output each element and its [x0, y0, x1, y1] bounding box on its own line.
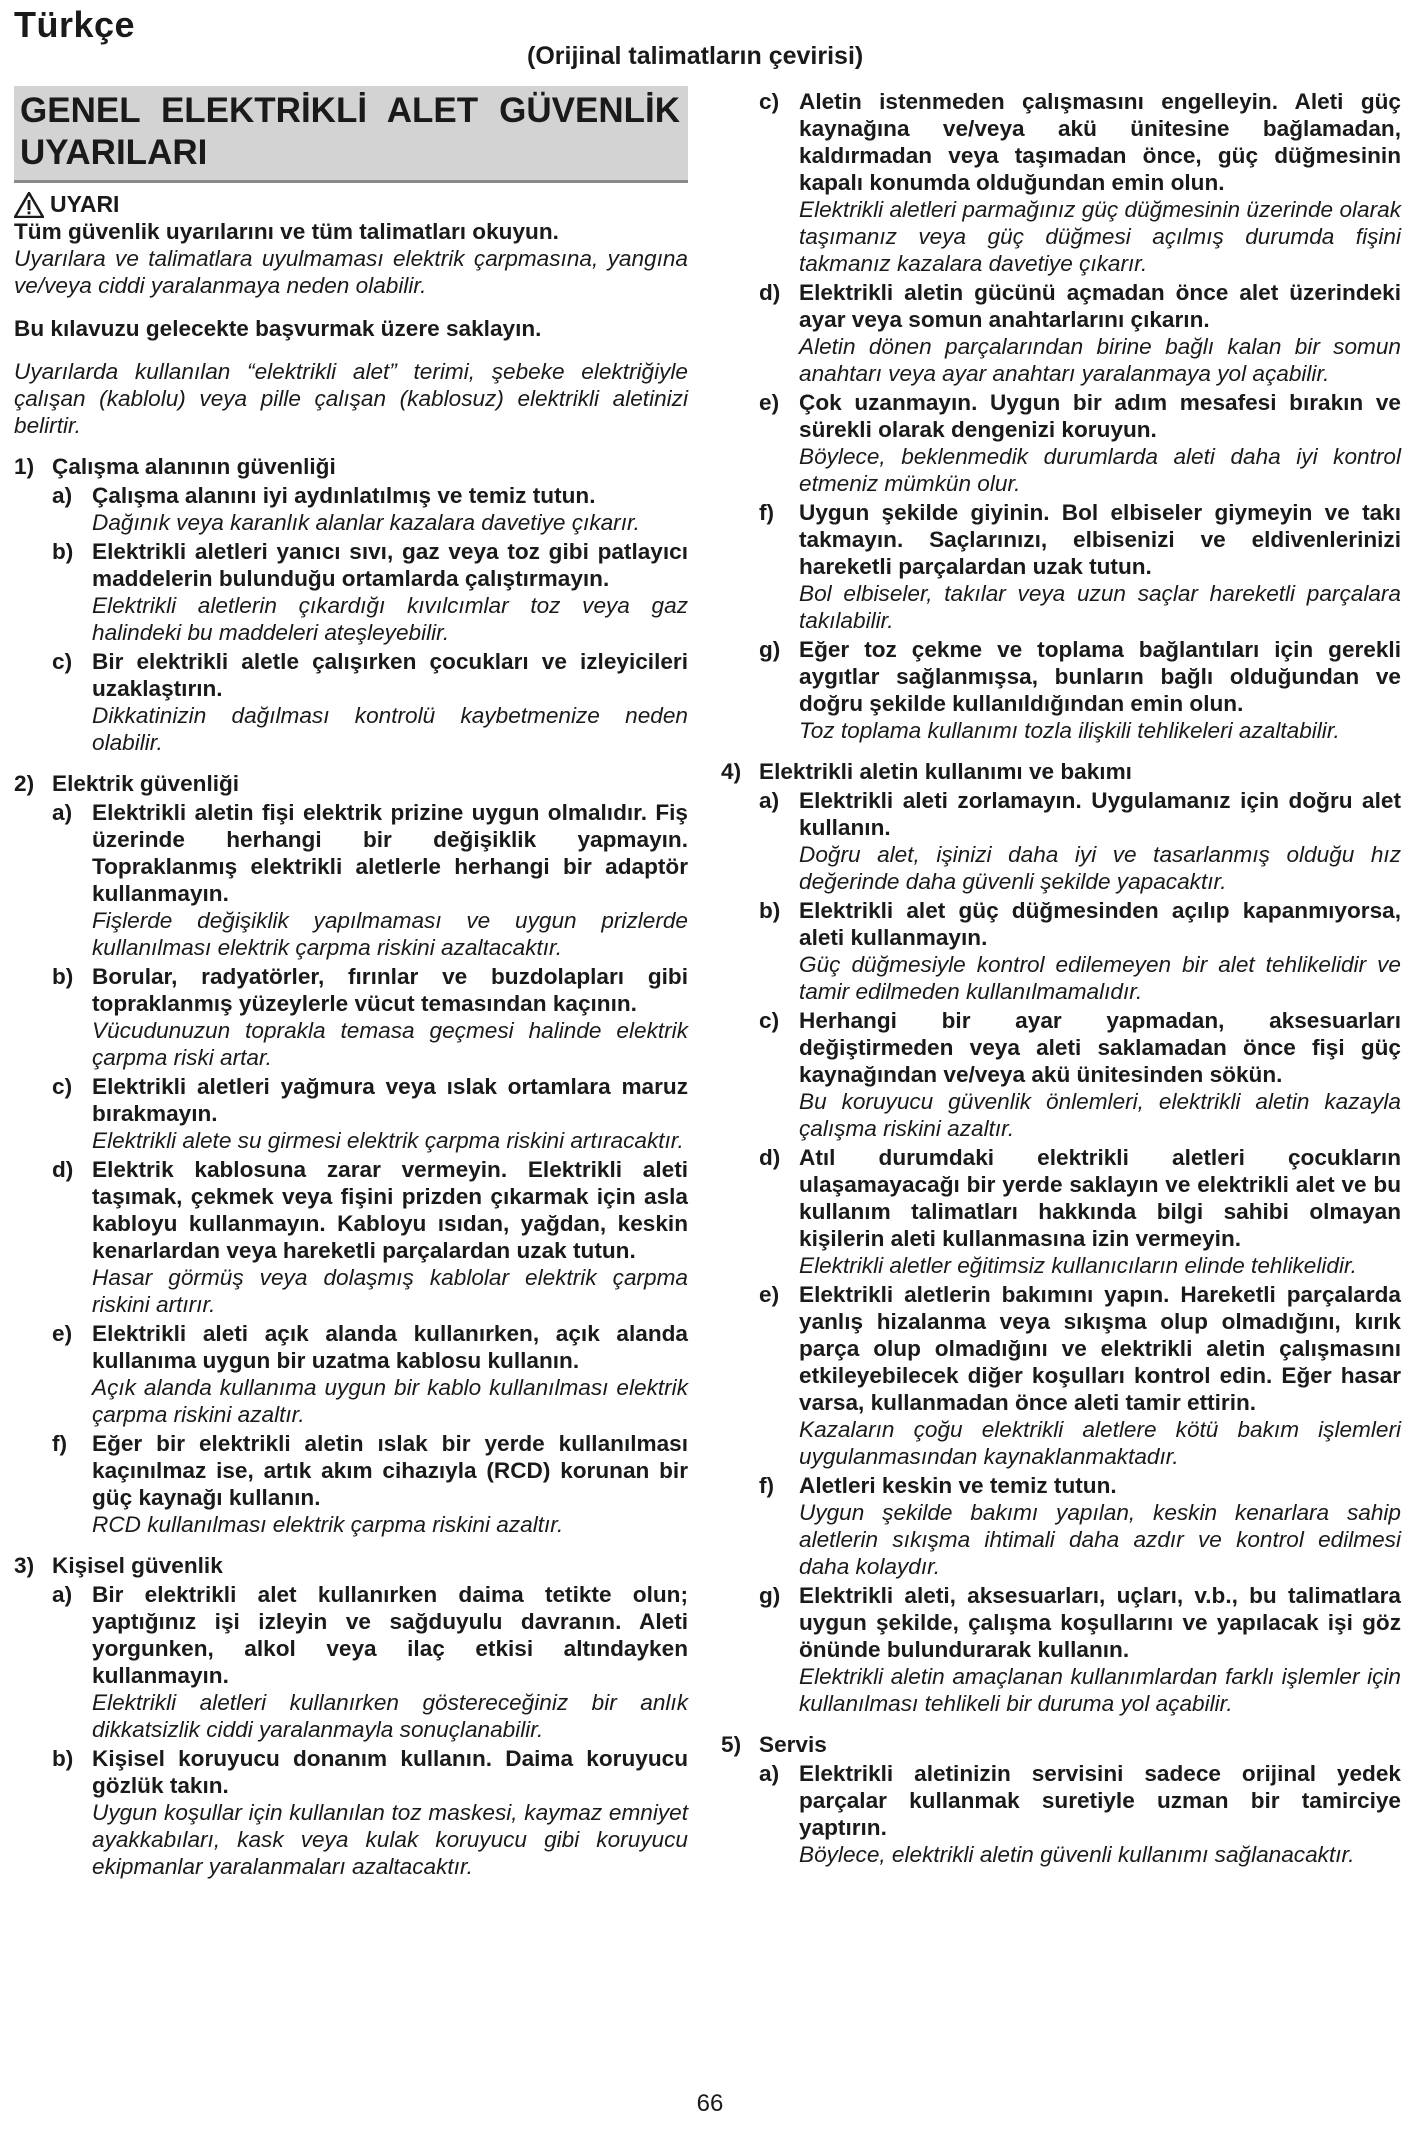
warning-read-all: Tüm güvenlik uyarılarını ve tüm talimatları okuyun. — [14, 219, 559, 244]
rule-2c: c) Elektrikli aletleri yağmura veya ıslak ortamlara maruz bırakmayın. Elektrikli alete su girmesi elektrik çarpma riskini artıracaktır. — [52, 1074, 688, 1153]
rule-3b: b) Kişisel koruyucu donanım kullanın. Daima koruyucu gözlük takın. Uygun koşullar için kullanılan toz maskesi, kaymaz emniyet ayakkabıları, kask veya kulak koruyucu gibi koruyucu ekipmanlar yaralanmaları azaltacaktır. — [52, 1746, 688, 1879]
warning-label: UYARI — [50, 191, 120, 217]
section-5-heading: 5) Servis — [721, 1732, 827, 1757]
section-3-heading: 3) Kişisel güvenlik — [14, 1553, 223, 1578]
translation-note: (Orijinal talimatların çevirisi) — [527, 42, 864, 70]
rule-4e: e) Elektrikli aletlerin bakımını yapın. Hareketli parçalarda yanlış hizalanma veya sıkışma olup olmadığını, kırık parça olup olmadığını ve elektrikli aletin çalışmasını etkileyebilecek diğer koşulları kontrol edin. Eğer hasar varsa, kullanmadan önce aleti tamir ettirin. Kazaların çoğu elektrikli aletlere kötü bakım işlemleri uygulanmasından kaynaklanmaktadır. — [759, 1282, 1401, 1469]
right-column — [721, 86, 1401, 1868]
rule-3e: e) Çok uzanmayın. Uygun bir adım mesafesi bırakın ve sürekli olarak dengenizi koruyun. Böylece, beklenmedik durumlarda aleti daha iyi kontrol etmeniz mümkün olur. — [759, 390, 1401, 496]
section-2-heading: 2) Elektrik güvenliği — [14, 771, 240, 796]
rule-2e: e) Elektrikli aleti açık alanda kullanırken, açık alanda kullanıma uygun bir uzatma kablosu kullanın. Açık alanda kullanıma uygun bir kablo kullanılması elektrik çarpma riskini azaltır. — [52, 1321, 688, 1427]
rule-1c: c) Bir elektrikli aletle çalışırken çocukları ve izleyicileri uzaklaştırın. Dikkatinizin dağılması kontrolü kaybetmenize neden olabilir. — [52, 649, 688, 755]
rule-1b: b) Elektrikli aletleri yanıcı sıvı, gaz veya toz gibi patlayıcı maddelerin bulunduğu ortamlarda çalıştırmayın. Elektrikli aletlerin çıkardığı kıvılcımlar toz veya gaz halindeki bu maddeleri ateşleyebilir. — [52, 539, 688, 645]
rule-3f: f) Uygun şekilde giyinin. Bol elbiseler giymeyin ve takı takmayın. Saçlarınızı, elbisenizi ve eldivenlerinizi hareketli parçalardan uzak tutun. Bol elbiseler, takılar veya uzun saçlar hareketli parçalara takılabilir. — [759, 500, 1401, 633]
language-header: Türkçe — [14, 4, 136, 45]
rule-4d: d) Atıl durumdaki elektrikli aletleri çocukların ulaşamayacağı bir yerde saklayın ve elektrikli alet ve bu kullanım talimatları hakkında bilgi sahibi olmayan kişilerin aleti kullanmasına izin vermeyin. Elektrikli aletler eğitimsiz kullanıcıların elinde tehlikelidir. — [759, 1145, 1401, 1278]
page-number: 66 — [696, 2090, 724, 2117]
rule-4g: g) Elektrikli aleti, aksesuarları, uçları, v.b., bu talimatlara uygun şekilde, çalışma koşullarını ve yapılacak işi göz önünde bulundurarak kullanın. Elektrikli aletin amaçlanan kullanımlardan farklı işlemler için kullanılması tehlikeli bir duruma yol açabilir. — [759, 1583, 1401, 1716]
warning-triangle-icon — [14, 192, 44, 218]
warning-heading — [14, 191, 688, 218]
section-1-heading: 1) Çalışma alanının güvenliği — [14, 454, 336, 479]
rule-1a: a) Çalışma alanını iyi aydınlatılmış ve temiz tutun. Dağınık veya karanlık alanlar kazalara davetiye çıkarır. — [52, 483, 640, 535]
rule-4c: c) Herhangi bir ayar yapmadan, aksesuarları değiştirmeden veya aleti saklamadan önce fişi güç kaynağından ve/veya akü ünitesinden sökün. Bu koruyucu güvenlik önlemleri, elektrikli aletin kazayla çalışma riskini azaltır. — [759, 1008, 1401, 1141]
rule-2f: f) Eğer bir elektrikli aletin ıslak bir yerde kullanılması kaçınılmaz ise, artık akım cihazıyla (RCD) korunan bir güç kaynağı kullanın. RCD kullanılması elektrik çarpma riskini azaltır. — [52, 1431, 688, 1537]
rule-3g: g) Eğer toz çekme ve toplama bağlantıları için gerekli aygıtlar sağlanmışsa, bunların bağlı olduğundan ve doğru şekilde kullanıldığından emin olun. Toz toplama kullanımı tozla ilişkili tehlikeleri azaltabilir. — [759, 637, 1401, 743]
rule-3c: c) Aletin istenmeden çalışmasını engelleyin. Aleti güç kaynağına ve/veya akü ünitesine bağlamadan, kaldırmadan veya taşımadan önce, güç düğmesinin kapalı konumda olduğundan emin olun. Elektrikli aletleri parmağınız güç düğmesinin üzerinde olarak taşımanız veya güç düğmesi açılmış durumda fişini takmanız kazalara davetiye çıkarır. — [759, 89, 1401, 276]
warning-term-definition: Uyarılarda kullanılan “elektrikli alet” terimi, şebeke elektriğiyle çalışan (kablolu) veya pille çalışan (kablosuz) elektrikli aletinizi belirtir. — [14, 359, 688, 438]
rule-2d: d) Elektrik kablosuna zarar vermeyin. Elektrikli aleti taşımak, çekmek veya fişini prizden çıkarmak için asla kabloyu kullanmayın. Kabloyu ısıdan, yağdan, keskin kenarlardan veya hareketli parçalardan uzak tutun. Hasar görmüş veya dolaşmış kablolar elektrik çarpma riskini artırır. — [52, 1157, 688, 1317]
section-4-heading: 4) Elektrikli aletin kullanımı ve bakımı — [721, 759, 1132, 784]
rule-3a: a) Bir elektrikli alet kullanırken daima tetikte olun; yaptığınız işi izleyin ve sağduyulu davranın. Aleti yorgunken, alkol veya ilaç etkisi altındayken kullanmayın. Elektrikli aletleri kullanırken göstereceğiniz bir anlık dikkatsizlik ciddi yaralanmayla sonuçlanabilir. — [52, 1582, 688, 1742]
rule-3d: d) Elektrikli aletin gücünü açmadan önce alet üzerindeki ayar veya somun anahtarlarını çıkarın. Aletin dönen parçalarından birine bağlı kalan bir somun anahtarı veya ayar anahtarı yaralanmaya yol açabilir. — [759, 280, 1401, 386]
rule-5a: a) Elektrikli aletinizin servisini sadece orijinal yedek parçalar kullanmak suretiyle uzman bir tamirciye yaptırın. Böylece, elektrikli aletin güvenli kullanımı sağlanacaktır. — [759, 1761, 1401, 1867]
left-column — [14, 86, 688, 1880]
rule-4a: a) Elektrikli aleti zorlamayın. Uygulamanız için doğru alet kullanın. Doğru alet, işinizi daha iyi ve tasarlanmış olduğu hız değerinde daha güvenli şekilde yapacaktır. — [759, 788, 1401, 894]
rule-4f: f) Aletleri keskin ve temiz tutun. Uygun şekilde bakımı yapılan, keskin kenarlara sahip aletlerin sıkışma ihtimali daha azdır ve kontrol edilmesi daha kolaydır. — [759, 1473, 1401, 1579]
rule-2b: b) Borular, radyatörler, fırınlar ve buzdolapları gibi topraklanmış yüzeylerle vücut temasından kaçının. Vücudunuzun toprakla temasa geçmesi halinde elektrik çarpma riski artar. — [52, 964, 688, 1070]
section-title: GENEL ELEKTRİKLİ ALET GÜVENLİK UYARILARI — [14, 86, 688, 183]
rule-4b: b) Elektrikli alet güç düğmesinden açılıp kapanmıyorsa, aleti kullanmayın. Güç düğmesiyle kontrol edilemeyen bir alet tehlikelidir ve tamir edilmeden kullanılmamalıdır. — [759, 898, 1401, 1004]
warning-keep-manual: Bu kılavuzu gelecekte başvurmak üzere saklayın. — [14, 316, 542, 341]
rule-2a: a) Elektrikli aletin fişi elektrik prizine uygun olmalıdır. Fiş üzerinde herhangi bir değişiklik yapmayın. Topraklanmış elektrikli aletlerle herhangi bir adaptör kullanmayın. Fişlerde değişiklik yapılmaması ve uygun prizlerde kullanılması elektrik çarpma riskini azaltacaktır. — [52, 800, 688, 960]
warning-consequence: Uyarılara ve talimatlara uyulmaması elektrik çarpmasına, yangına ve/veya ciddi yaralanmaya neden olabilir. — [14, 246, 688, 298]
